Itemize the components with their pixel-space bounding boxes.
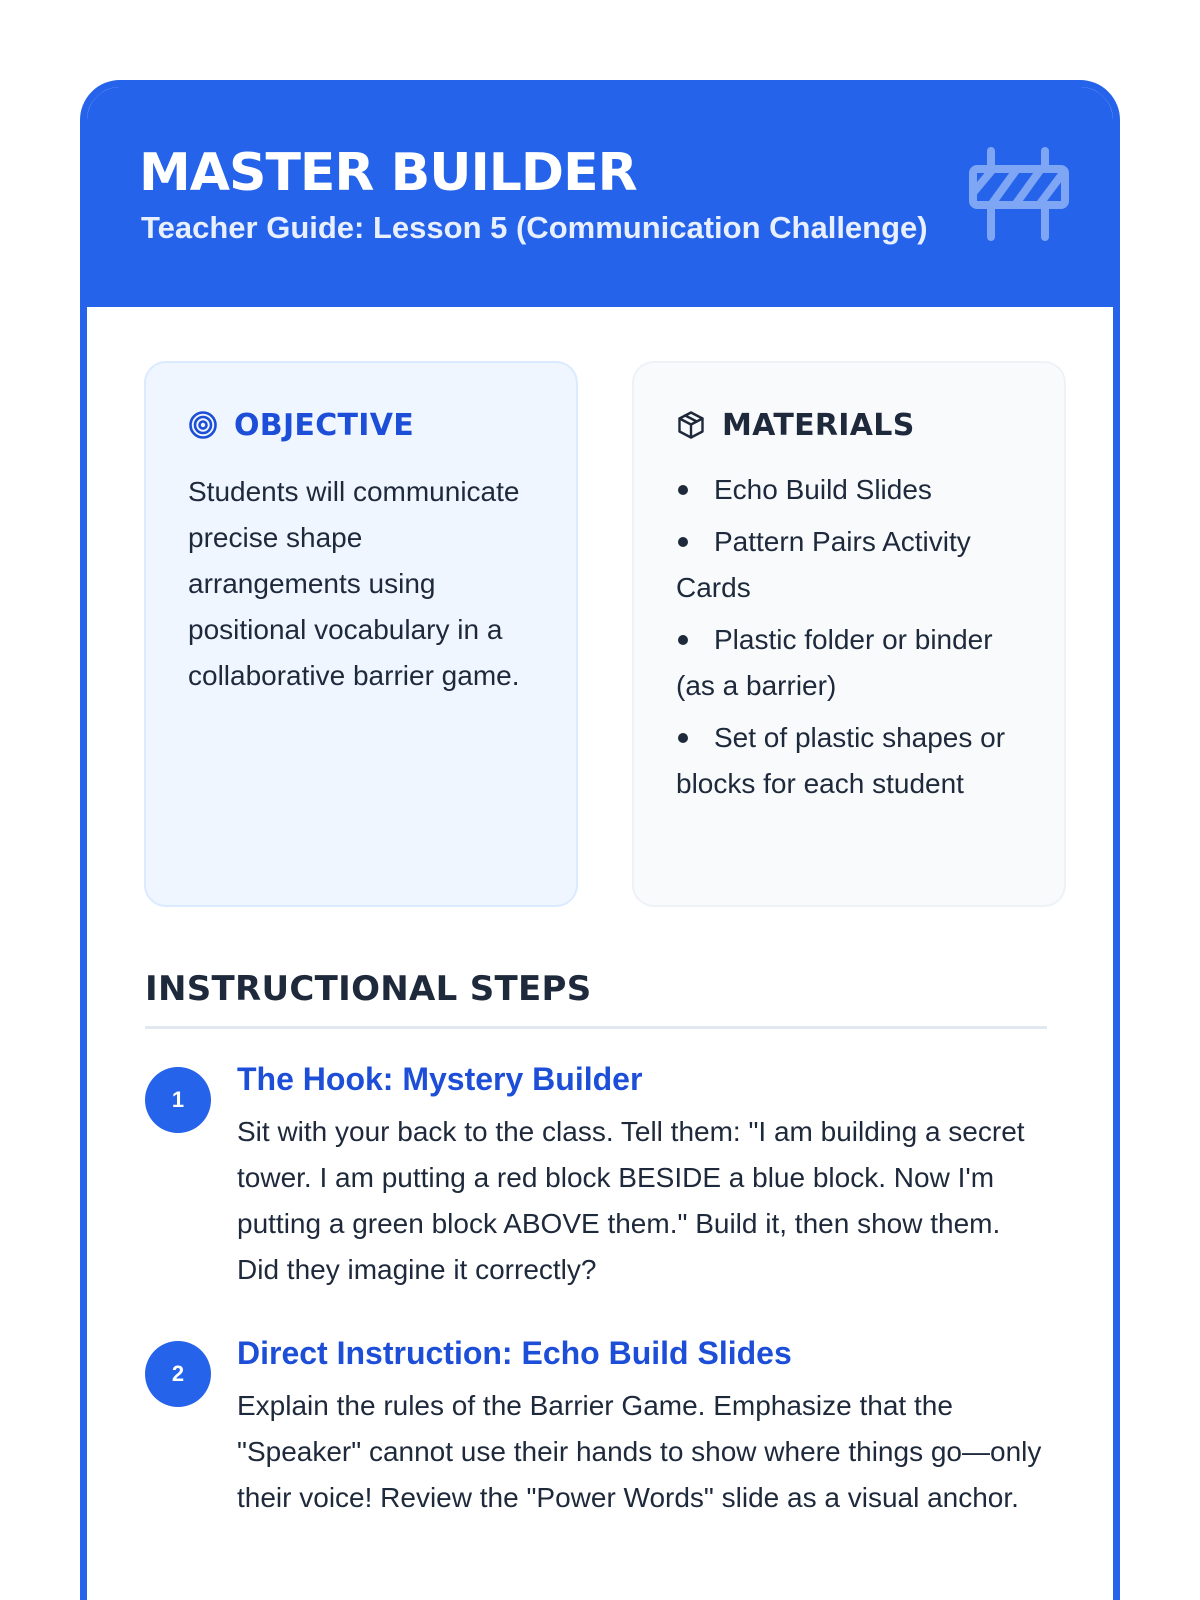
materials-list [676,467,1024,807]
list-item: Pattern Pairs Activity Cards [676,526,971,603]
objective-box [144,361,578,907]
materials-box [632,361,1066,907]
step-text: Sit with your back to the class. Tell them: "I am building a secret tower. I am putting a red block BESIDE a blue block. Now I'm putting a green block ABOVE them." Build it, then show them. Did they imagine it correctly? [237,1116,1025,1285]
lesson-card [80,80,1120,1600]
objective-title: OBJECTIVE [234,407,415,443]
bullet-icon [678,537,688,547]
list-item: Plastic folder or binder (as a barrier) [676,624,993,701]
section-title: INSTRUCTIONAL STEPS [145,969,592,1009]
barrier-icon [967,147,1071,243]
step-text: Explain the rules of the Barrier Game. Emphasize that the "Speaker" cannot use their hands to show where things go—only their voice! Review the "Power Words" slide as a visual anchor. [237,1390,1042,1513]
list-item: Set of plastic shapes or blocks for each student [676,722,1006,799]
card-header [87,87,1113,307]
materials-header [676,403,1024,447]
objective-header [188,403,536,447]
page-subtitle: Teacher Guide: Lesson 5 (Communication Challenge) [141,210,928,245]
target-icon [188,410,218,440]
list-item: Echo Build Slides [676,467,1024,513]
objective-text: Students will communicate precise shape arrangements using positional vocabulary in a collaborative barrier game. [188,476,520,691]
package-icon [676,410,706,440]
bullet-icon [678,733,688,743]
bullet-icon [678,635,688,645]
step-title: The Hook: Mystery Builder [237,1061,643,1097]
step-number-badge: 2 [145,1341,211,1407]
section-divider [145,1026,1047,1029]
page-title: MASTER BUILDER [139,143,637,203]
step-number-badge: 1 [145,1067,211,1133]
materials-title: MATERIALS [722,407,915,443]
step-title: Direct Instruction: Echo Build Slides [237,1335,792,1371]
bullet-icon [678,485,688,495]
